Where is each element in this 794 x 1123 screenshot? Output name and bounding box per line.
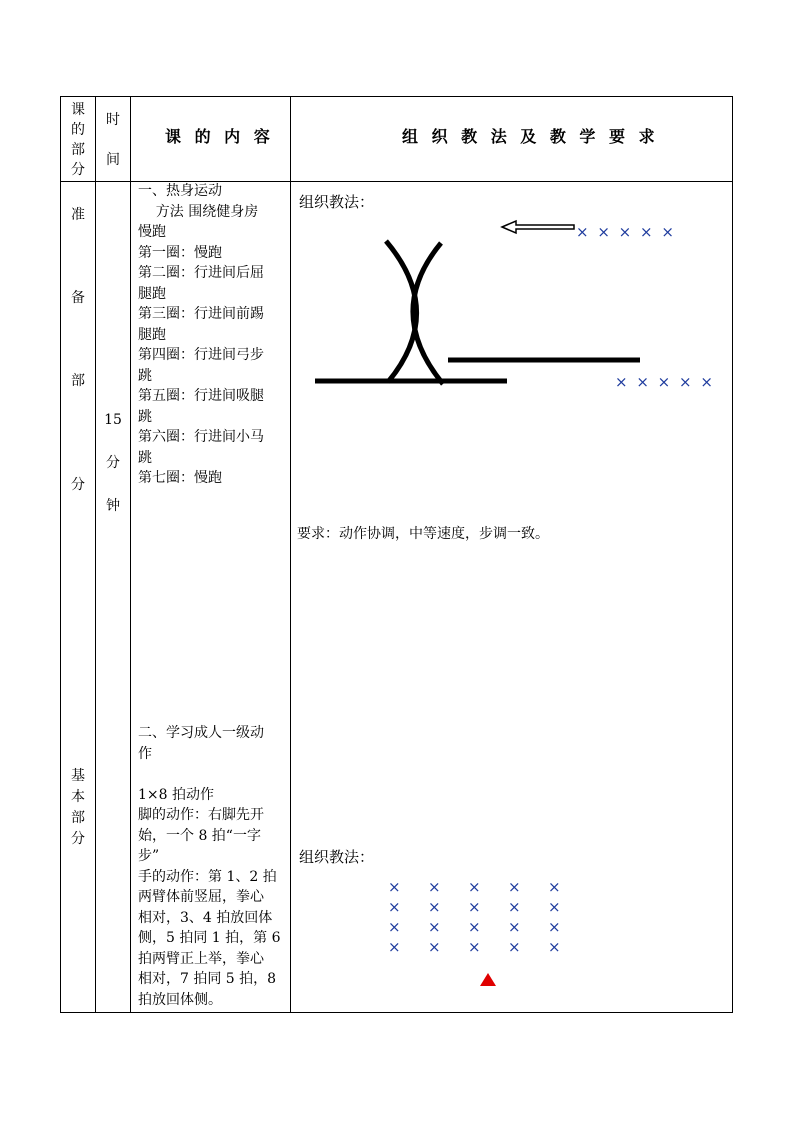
col-divider bbox=[130, 97, 131, 1012]
header-method-title: 组 织 教 法 及 教 学 要 求 bbox=[402, 127, 659, 146]
method1-requirement: 要求：动作协调，中等速度，步调一致。 bbox=[297, 526, 549, 542]
teacher-triangle-icon bbox=[478, 972, 498, 988]
col-divider bbox=[95, 97, 96, 1012]
col-divider bbox=[290, 97, 291, 1012]
content-part2: 二、学习成人一级动 作 1×8 拍动作 脚的动作：右脚先开 始，一个 8 拍“一字 步” 手的动作：第 1、2 拍 两臂体前竖屈，拳心 相对，3、4 拍放回体 侧，5 拍同 1 拍，第 6 拍两臂正上举，拳心 相对，7 拍同 5 拍，8 拍放回体侧。 bbox=[138, 725, 281, 1008]
warmup-diagram bbox=[296, 217, 726, 397]
student-row-top: × × × × × bbox=[576, 223, 676, 241]
student-row-bottom: × × × × × bbox=[615, 373, 715, 391]
method2-label: 组织教法： bbox=[299, 848, 375, 866]
header-content-title: 课 的 内 容 bbox=[165, 127, 274, 146]
content-part1: 一、热身运动 方法 围绕健身房 慢跑 第一圈：慢跑 第二圈：行进间后屈 腿跑 第三圈：行进间前踢 腿跑 第四圈：行进间弓步 跳 第五圈：行进间吸腿 跳 第六圈：行进间小马 跳 第七圈：慢跑 bbox=[138, 183, 264, 486]
lesson-plan-table: 课 的 部 分 时 间 课 的 内 容 组 织 教 法 及 教 学 要 求 准 备 部 分 基 本 部 分 15 分 钟 一、热身运动 方法 围绕健身房 慢跑 第一圈：慢跑 第二圈：行进间后屈 腿跑 第三圈：行进间前踢 腿跑 第四圈：行进间弓步 跳 第五圈：行进间吸腿 跳 第六圈：行进间小马 跳 第七圈：慢跑 二、学习成人一级动 作 1×8 拍动作 脚的动作：右脚先开 始，一个 8 拍“一字 步” 手的动作：第 1、2 拍 两臂体前竖屈，拳心 相对，3、4 拍放回体 侧，5 拍同 1 拍，第 6 拍两臂正上举，拳心 相对，7 拍同 5 拍，8 拍放回体侧。 组织教法： × × × × × × × × × × 要求：动作协调，中等速度，步调一致。 组织教法： × × × × × × × × × × × × × × × × × × × × bbox=[60, 96, 733, 1013]
method1-label: 组织教法： bbox=[299, 193, 375, 211]
run-direction-arrow-icon bbox=[502, 221, 574, 233]
